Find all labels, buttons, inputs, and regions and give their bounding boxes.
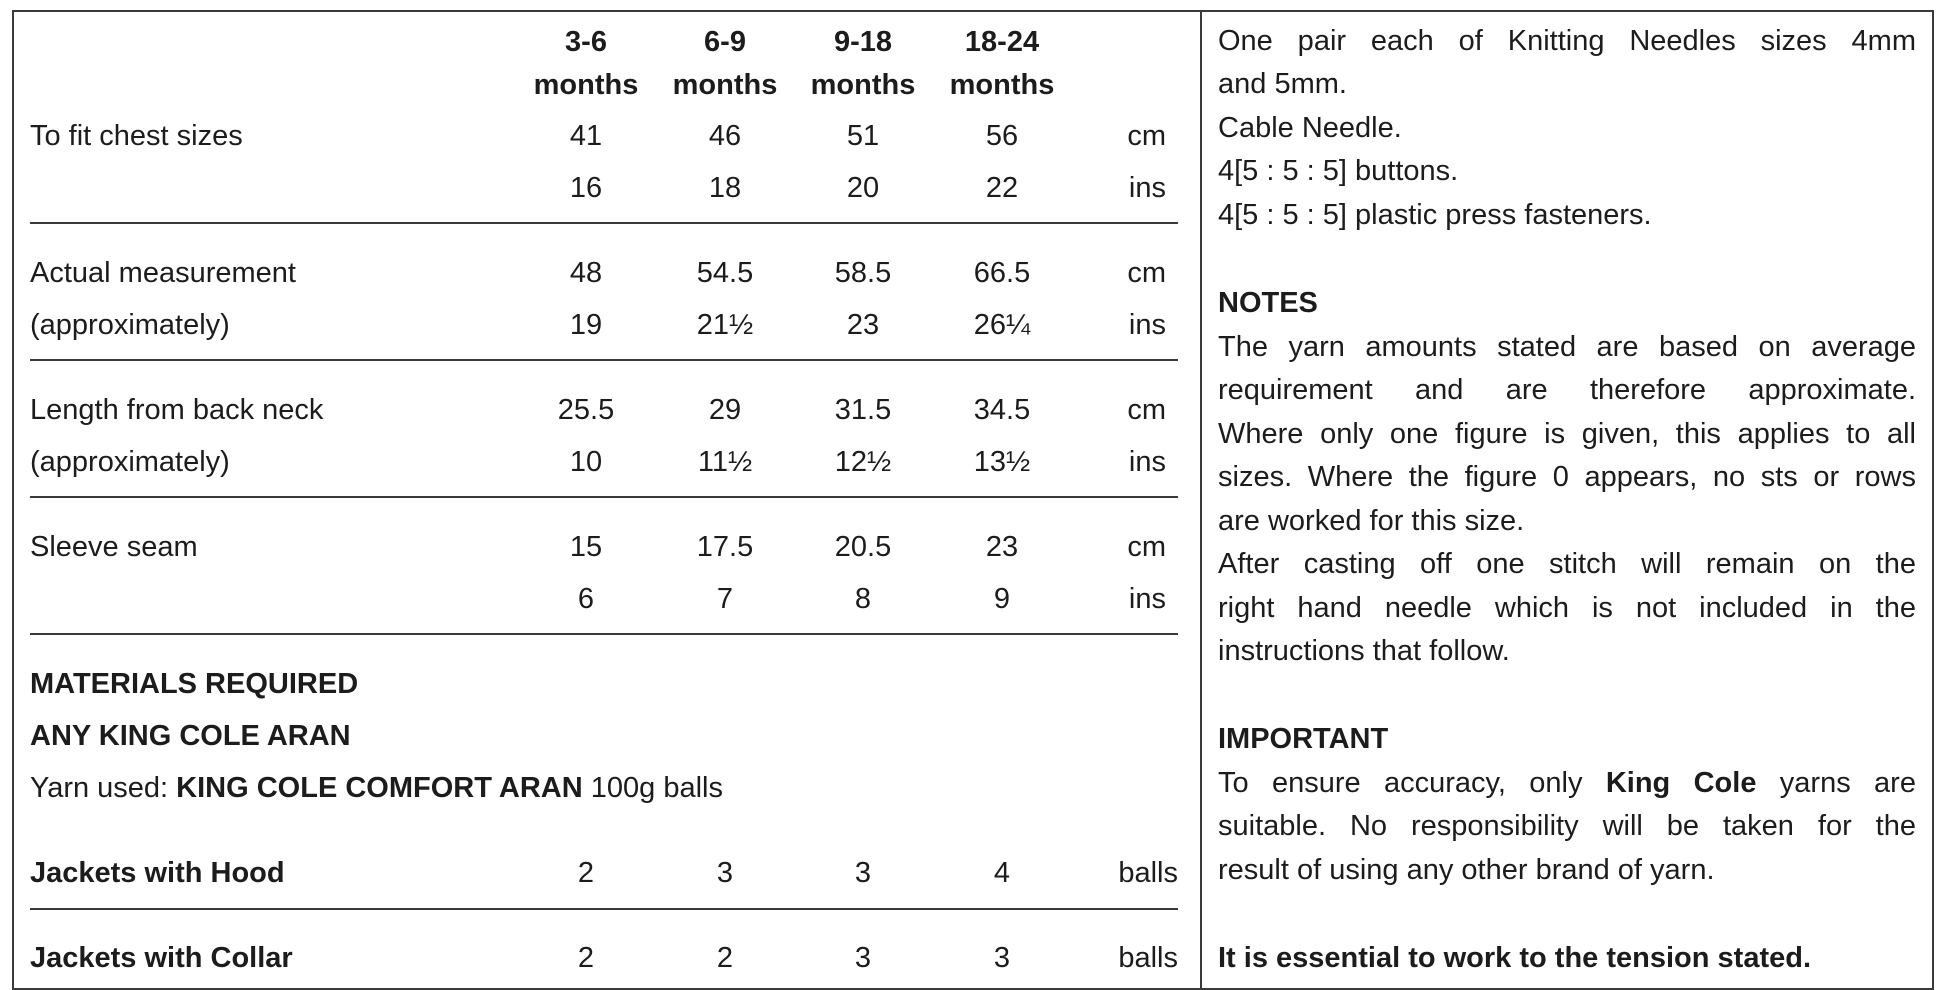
yarn-used-suffix: 100g balls: [582, 772, 723, 804]
important-text: yarns are: [1756, 767, 1916, 799]
important-text: To ensure accuracy, only: [1218, 767, 1606, 799]
size-header-4-range: 18-24: [964, 26, 1040, 58]
buttons-text: 4[5 : 5 : 5] buttons.: [1218, 155, 1459, 187]
table-cell: 54.5: [696, 257, 754, 289]
row-label: Length from back neck: [30, 394, 324, 426]
unit-label: cm: [1127, 257, 1166, 289]
table-cell: 3: [854, 942, 872, 974]
size-header-2-unit: months: [672, 69, 778, 101]
tension-note: It is essential to work to the tension stated.: [1218, 942, 1811, 974]
yarn-used-name: KING COLE COMFORT ARAN: [176, 772, 583, 804]
row-label-sub: (approximately): [30, 309, 230, 341]
yarn-used-prefix: Yarn used:: [30, 772, 177, 804]
row-label: Actual measurement: [30, 257, 296, 289]
needles-text-line1: One pair each of Knitting Needles sizes 4mm: [1218, 25, 1916, 57]
table-cell: 66.5: [973, 257, 1031, 289]
materials-heading: MATERIALS REQUIRED: [30, 668, 359, 700]
table-cell: 6: [577, 583, 595, 615]
table-cell: 34.5: [973, 394, 1031, 426]
table-cell: 3: [993, 942, 1011, 974]
notes-line: The yarn amounts stated are based on average: [1218, 331, 1916, 363]
table-cell: 58.5: [834, 257, 892, 289]
unit-label: ins: [1128, 446, 1166, 478]
notes-line: After casting off one stitch will remain on the: [1218, 548, 1916, 580]
unit-label: balls: [1118, 942, 1178, 974]
table-cell: 13½: [973, 446, 1031, 478]
table-cell: 7: [716, 583, 734, 615]
column-divider: [1200, 10, 1202, 990]
table-cell: 20: [846, 172, 880, 204]
important-line: [1218, 762, 1916, 806]
unit-label: cm: [1127, 394, 1166, 426]
row-label-sub: (approximately): [30, 446, 230, 478]
table-cell: 22: [985, 172, 1019, 204]
yarn-used-line: [30, 770, 723, 806]
table-cell: 3: [854, 857, 872, 889]
size-header-1-unit: months: [533, 69, 639, 101]
table-cell: 12½: [834, 446, 892, 478]
table-cell: 4: [993, 857, 1011, 889]
row-label: Sleeve seam: [30, 531, 198, 563]
important-line: result of using any other brand of yarn.: [1218, 854, 1715, 886]
table-cell: 31.5: [834, 394, 892, 426]
cable-needle-text: Cable Needle.: [1218, 112, 1402, 144]
row-label: Jackets with Hood: [30, 857, 285, 889]
unit-label: cm: [1127, 531, 1166, 563]
table-cell: 17.5: [696, 531, 754, 563]
row-divider: [30, 359, 1178, 361]
row-divider: [30, 908, 1178, 910]
table-cell: 48: [569, 257, 603, 289]
notes-line: right hand needle which is not included in the: [1218, 592, 1916, 624]
table-cell: 2: [577, 857, 595, 889]
row-divider: [30, 222, 1178, 224]
unit-label: cm: [1127, 120, 1166, 152]
needles-text-line2: and 5mm.: [1218, 68, 1347, 100]
notes-line: requirement and are therefore approximate.: [1218, 374, 1916, 406]
row-label: To fit chest sizes: [30, 120, 243, 152]
row-label: Jackets with Collar: [30, 942, 293, 974]
table-cell: 9: [993, 583, 1011, 615]
table-cell: 10: [569, 446, 603, 478]
row-divider: [30, 633, 1178, 635]
unit-label: ins: [1128, 309, 1166, 341]
table-cell: 3: [716, 857, 734, 889]
table-cell: 25.5: [557, 394, 615, 426]
table-cell: 41: [569, 120, 603, 152]
notes-line: Where only one figure is given, this applies to all: [1218, 418, 1916, 450]
table-cell: 8: [854, 583, 872, 615]
size-header-2-range: 6-9: [704, 26, 746, 58]
table-cell: 20.5: [834, 531, 892, 563]
table-cell: 26¼: [973, 309, 1031, 341]
table-cell: 19: [569, 309, 603, 341]
important-heading: IMPORTANT: [1218, 723, 1389, 755]
unit-label: balls: [1118, 857, 1178, 889]
table-cell: 2: [577, 942, 595, 974]
notes-line: are worked for this size.: [1218, 505, 1525, 537]
row-divider: [30, 496, 1178, 498]
brand-name: King Cole: [1605, 767, 1757, 799]
size-header-3-range: 9-18: [833, 26, 893, 58]
table-cell: 56: [985, 120, 1019, 152]
table-cell: 29: [708, 394, 742, 426]
size-header-3-unit: months: [810, 69, 916, 101]
table-cell: 23: [846, 309, 880, 341]
unit-label: ins: [1128, 172, 1166, 204]
table-cell: 15: [569, 531, 603, 563]
notes-line: instructions that follow.: [1218, 635, 1510, 667]
table-cell: 21½: [696, 309, 754, 341]
fasteners-text: 4[5 : 5 : 5] plastic press fasteners.: [1218, 199, 1652, 231]
table-cell: 23: [985, 531, 1019, 563]
size-header-4-unit: months: [949, 69, 1055, 101]
notes-heading: NOTES: [1218, 287, 1318, 319]
table-cell: 46: [708, 120, 742, 152]
table-cell: 2: [716, 942, 734, 974]
notes-line: sizes. Where the figure 0 appears, no sts or rows: [1218, 461, 1916, 493]
unit-label: ins: [1128, 583, 1166, 615]
important-line: suitable. No responsibility will be taken for the: [1218, 810, 1916, 842]
table-cell: 16: [569, 172, 603, 204]
yarn-brand-heading: ANY KING COLE ARAN: [30, 720, 351, 752]
table-cell: 51: [846, 120, 880, 152]
table-cell: 18: [708, 172, 742, 204]
table-cell: 11½: [697, 446, 753, 478]
size-header-1-range: 3-6: [565, 26, 607, 58]
